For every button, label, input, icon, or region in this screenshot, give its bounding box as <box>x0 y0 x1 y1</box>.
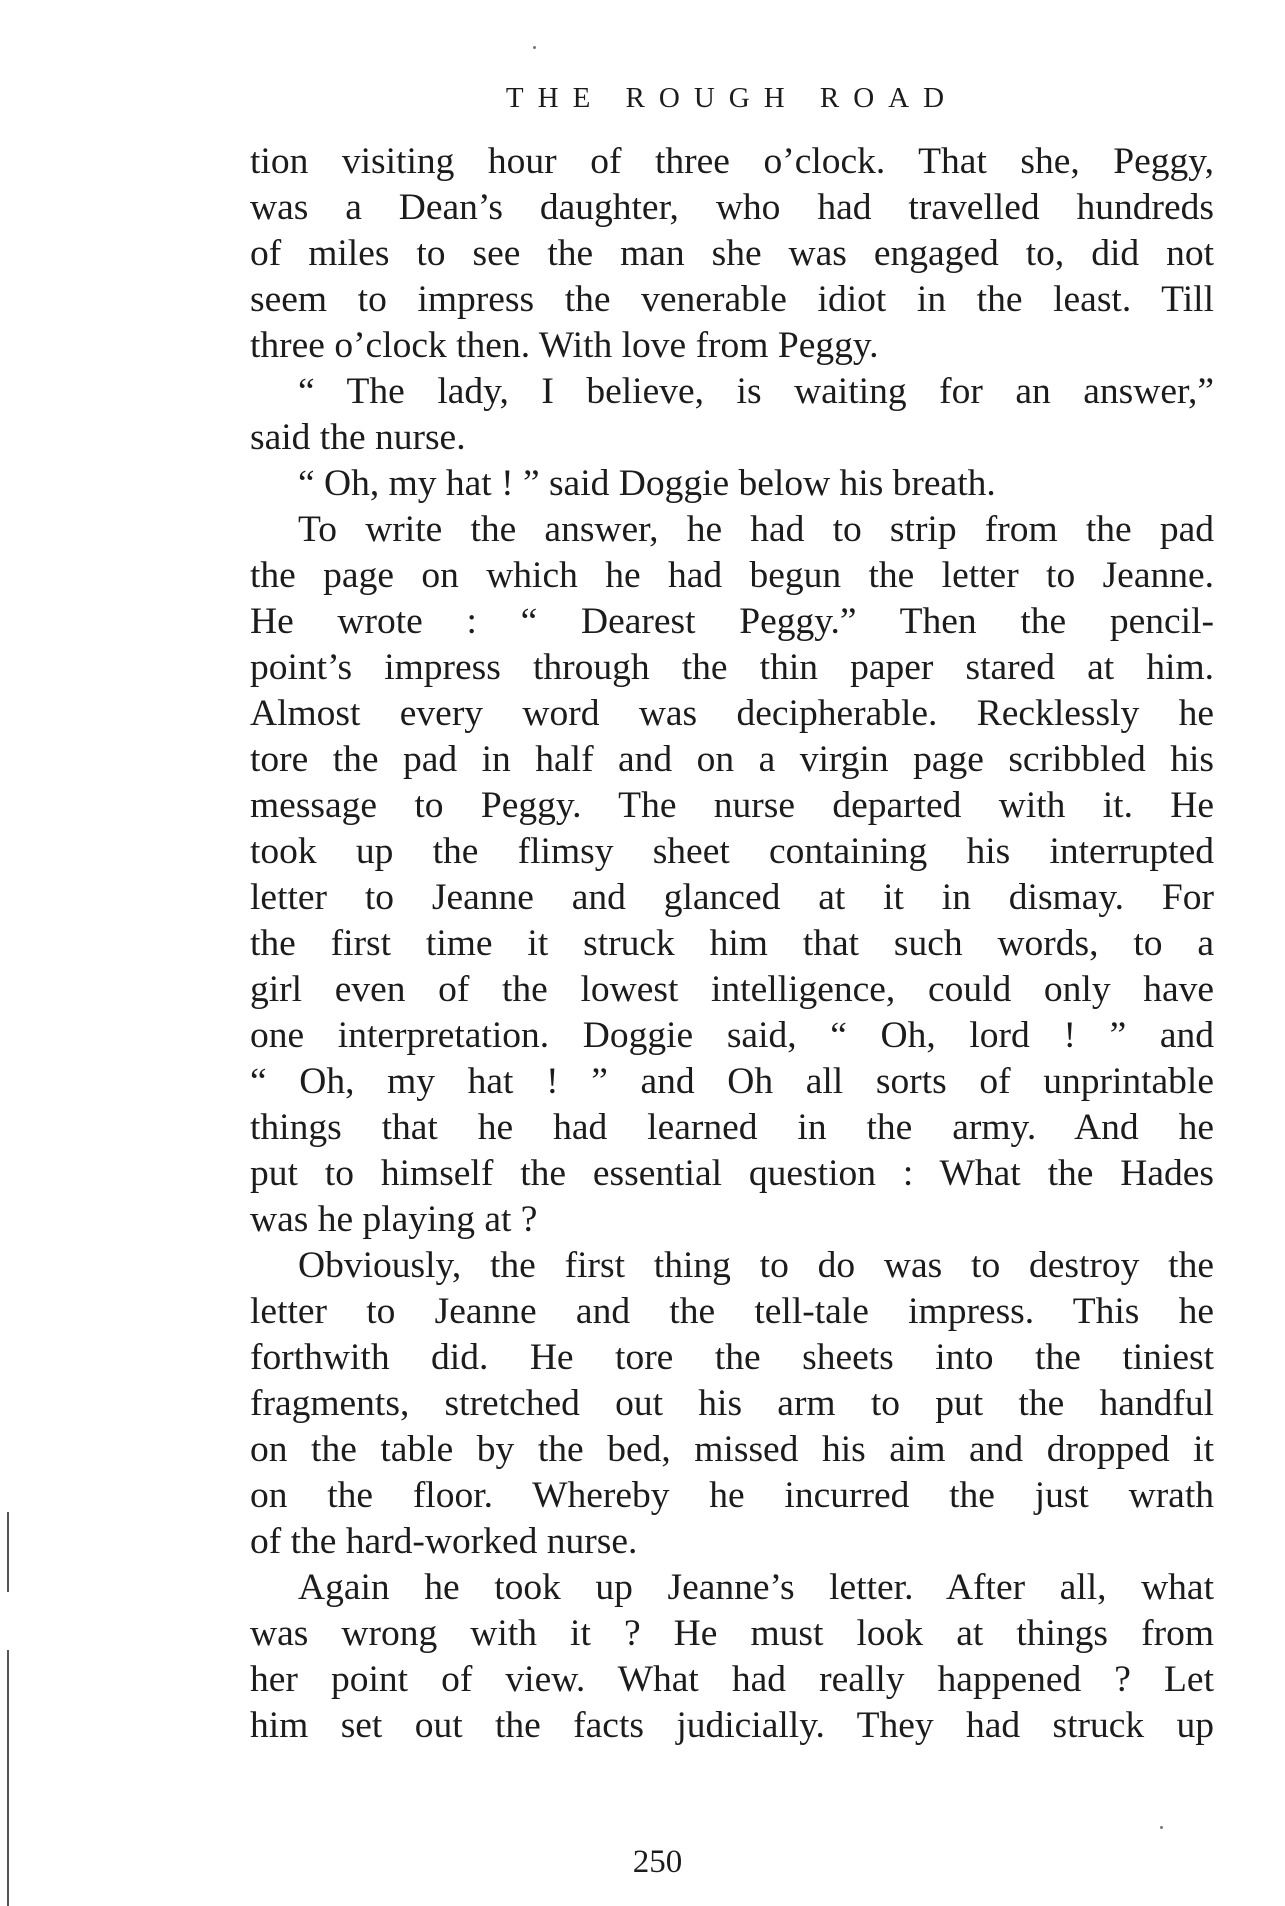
text-line: him set out the facts judicially. They had struck up <box>250 1705 1214 1746</box>
text-line: on the floor. Whereby he incurred the just wrath <box>250 1475 1214 1516</box>
text-line: on the table by the bed, missed his aim and dropped it <box>250 1429 1214 1470</box>
text-line: Almost every word was decipherable. Recklessly he <box>250 693 1214 734</box>
text-line: “ The lady, I believe, is waiting for an answer,” <box>298 371 1214 412</box>
text-line: was he playing at ? <box>250 1199 538 1240</box>
text-line: letter to Jeanne and glanced at it in dismay. For <box>250 877 1214 918</box>
scan-speck <box>1160 1826 1163 1829</box>
text-line: things that he had learned in the army. And he <box>250 1107 1214 1148</box>
body-text <box>250 139 1214 1749</box>
scan-edge-mark <box>7 1512 9 1592</box>
scan-edge-mark <box>7 1650 9 1906</box>
text-line: letter to Jeanne and the tell-tale impress. This he <box>250 1291 1214 1332</box>
text-line: tion visiting hour of three o’clock. That she, Peggy, <box>250 141 1214 182</box>
text-line: three o’clock then. With love from Peggy. <box>250 325 879 366</box>
text-line: put to himself the essential question : What the Hades <box>250 1153 1214 1194</box>
text-line: “ Oh, my hat ! ” said Doggie below his breath. <box>298 463 996 504</box>
text-line: of the hard-worked nurse. <box>250 1521 638 1562</box>
running-head: THE ROUGH ROAD <box>505 82 959 114</box>
text-line: “ Oh, my hat ! ” and Oh all sorts of unprintable <box>250 1061 1214 1102</box>
text-line: To write the answer, he had to strip from the pad <box>298 509 1214 550</box>
text-line: point’s impress through the thin paper stared at him. <box>250 647 1214 688</box>
text-line: Again he took up Jeanne’s letter. After all, what <box>298 1567 1214 1608</box>
text-line: the first time it struck him that such words, to a <box>250 923 1214 964</box>
text-line: of miles to see the man she was engaged to, did not <box>250 233 1214 274</box>
text-line: Obviously, the first thing to do was to destroy the <box>298 1245 1214 1286</box>
text-line: girl even of the lowest intelligence, could only have <box>250 969 1214 1010</box>
text-line: seem to impress the venerable idiot in the least. Till <box>250 279 1214 320</box>
text-line: was a Dean’s daughter, who had travelled hundreds <box>250 187 1214 228</box>
text-line: said the nurse. <box>250 417 466 458</box>
scan-speck <box>533 46 536 49</box>
text-line: one interpretation. Doggie said, “ Oh, lord ! ” and <box>250 1015 1214 1056</box>
text-line: the page on which he had begun the letter to Jeanne. <box>250 555 1214 596</box>
text-line: message to Peggy. The nurse departed with it. He <box>250 785 1214 826</box>
text-line: was wrong with it ? He must look at things from <box>250 1613 1214 1654</box>
page-number: 250 <box>632 1844 683 1880</box>
text-line: her point of view. What had really happened ? Let <box>250 1659 1214 1700</box>
text-line: He wrote : “ Dearest Peggy.” Then the pencil- <box>250 601 1214 642</box>
text-line: tore the pad in half and on a virgin page scribbled his <box>250 739 1214 780</box>
text-line: forthwith did. He tore the sheets into the tiniest <box>250 1337 1214 1378</box>
text-line: took up the flimsy sheet containing his interrupted <box>250 831 1214 872</box>
text-line: fragments, stretched out his arm to put the handful <box>250 1383 1214 1424</box>
